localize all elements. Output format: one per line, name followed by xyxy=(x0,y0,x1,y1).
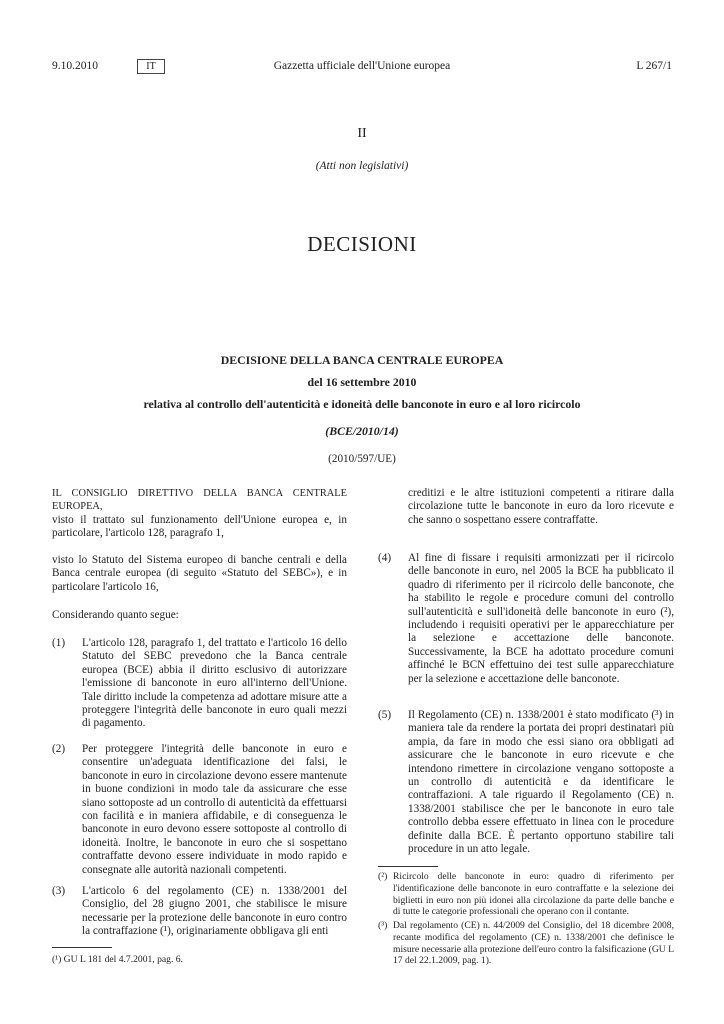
recital-text: Il Regolamento (CE) n. 1338/2001 è stato modificato (³) in maniera tale da rendere la portata dei propri destinatari più ampia, da fare in modo che essi siano ora obbligati ad assicurare che le banconote in euro ricevute e che intendono rimettere in circolazione vengano sottoposte a un controllo di autenticità e da identificare le contraffazioni. A tale riguardo il Regolamento (CE) n. 1338/2001 stabilisce che per le banconote in euro tale controllo debba essere effettuato in linea con le procedure definite dalla BCE. È pertanto opportuno stabilire tali procedure in un atto legale. xyxy=(408,709,674,856)
header-date: 9.10.2010 xyxy=(52,60,98,72)
footnote-divider xyxy=(378,866,438,867)
visto-statute: visto lo Statuto del Sistema europeo di banche centrali e della Banca centrale europea (di seguito «Statuto del SEBC»), e in particolare l'articolo 16, xyxy=(52,554,347,593)
visto-treaty: visto il trattato sul funzionamento dell'Unione europea e, in particolare, l'articolo 128, paragrafo 1, xyxy=(52,514,347,540)
language-badge: IT xyxy=(137,59,165,74)
recital-text: L'articolo 128, paragrafo 1, del trattato e l'articolo 16 dello Statuto del SEBC prevedono che la Banca centrale europea (BCE) abbia il diritto esclusivo di autorizzare l'emissione di banconote in euro all'interno dell'Unione. Tale diritto include la competenza ad adottare misure atte a proteggere l'integrità delle banconote in euro quali mezzi di pagamento. xyxy=(82,637,347,730)
recital-continuation: creditizi e le altre istituzioni competenti a ritirare dalla circolazione tutte le banconote in euro da loro ricevute e che sanno o sospettano essere contraffatte. xyxy=(408,487,674,526)
considerando-intro: Considerando quanto segue: xyxy=(52,609,179,621)
decision-date: del 16 settembre 2010 xyxy=(307,375,417,389)
recital-number: (5) xyxy=(378,709,392,721)
decision-code: (BCE/2010/14) xyxy=(325,424,399,438)
recital-text: Al fine di fissare i requisiti armonizzati per il ricircolo delle banconote in euro, nel 2005 la BCE ha pubblicato il quadro di riferimento per il ricircolo delle banconote, che ha stabilito le regole e procedure comuni del controllo sull'autenticità e sull'idoneità delle banconote in euro (²), includendo i requisiti operativi per le apparecchiature per la selezione e accettazione delle banconote. Successivamente, la BCE ha adottato procedure comuni affinché le BCN effettuino dei test sulle apparecchiature per la selezione e accettazione delle banconote. xyxy=(408,552,674,685)
footnote-divider xyxy=(52,947,112,948)
section-subtitle: (Atti non legislativi) xyxy=(315,160,409,172)
footnote: Dal regolamento (CE) n. 44/2009 del Consiglio, del 18 dicembre 2008, recante modifica del regolamento (CE) n. 1338/2001 che definisce le misure necessarie alla protezione dell'euro contro la falsificazione (GU L 17 del 22.1.2009, pag. 1). xyxy=(393,920,674,967)
recital-number: (3) xyxy=(52,885,66,897)
recital-number: (1) xyxy=(52,637,66,649)
section-number: II xyxy=(357,126,367,141)
council-line: IL CONSIGLIO DIRETTIVO DELLA BANCA CENTRALE EUROPEA, xyxy=(52,488,347,513)
section-heading: DECISIONI xyxy=(307,232,417,256)
decision-subject: relativa al controllo dell'autenticità e idoneità delle banconote in euro e al loro ricircolo xyxy=(143,397,581,411)
footnote: (¹) GU L 181 del 4.7.2001, pag. 6. xyxy=(52,954,183,965)
decision-title: DECISIONE DELLA BANCA CENTRALE EUROPEA xyxy=(220,353,504,367)
footnote-number: (³) xyxy=(378,920,388,931)
recital-number: (4) xyxy=(378,552,392,564)
decision-reference: (2010/597/UE) xyxy=(328,453,396,465)
journal-title: Gazzetta ufficiale dell'Unione europea xyxy=(273,60,451,72)
recital-text: L'articolo 6 del regolamento (CE) n. 1338/2001 del Consiglio, del 28 giugno 2001, che stabilisce le misure necessarie per la protezione delle banconote in euro contro la contraffazione (¹), originariamente obbligava gli enti xyxy=(82,885,347,938)
recital-text: Per proteggere l'integrità delle banconote in euro e consentire un'adeguata identificazione dei falsi, le banconote in euro in circolazione devono essere mantenute in buone condizioni in modo tale da assicurare che esse siano sottoposte ad un controllo di autenticità da effettuarsi con facilità e in maniera affidabile, e di conseguenza le banconote in euro devono essere sottoposte al controllo di idoneità. Inoltre, le banconote in euro che si sospettano contraffatte devono essere individuate in modo rapido e consegnate alle autorità nazionali competenti. xyxy=(82,743,347,876)
footnote-number: (²) xyxy=(378,871,388,882)
recital-number: (2) xyxy=(52,743,66,755)
page-reference: L 267/1 xyxy=(636,60,672,72)
footnote: Ricircolo delle banconote in euro: quadro di riferimento per l'identificazione delle banconote in euro contraffatte e la selezione dei biglietti in euro non più idonei alla circolazione da parte delle banche e di tutte le categorie professionali che operano con il contante. xyxy=(393,871,674,918)
